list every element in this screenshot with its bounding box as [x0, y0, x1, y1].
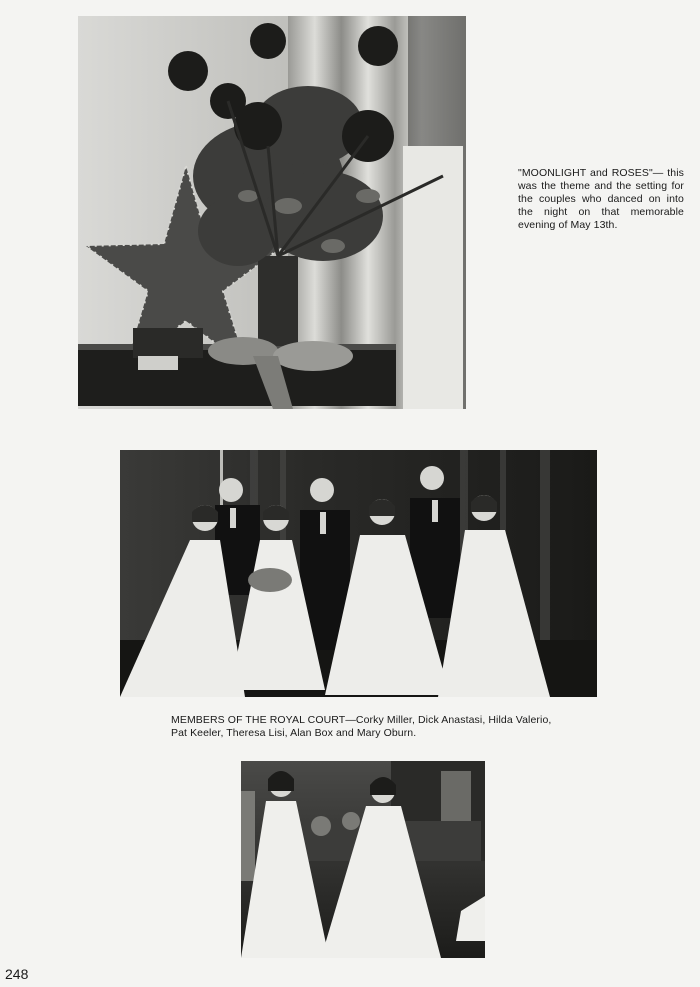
royal-court-caption: MEMBERS OF THE ROYAL COURT—Corky Miller, Dick Anastasi, Hilda Valerio, Pat Keeler, Theresa Lisi, Alan Box and Mary Oburn.: [171, 714, 552, 739]
dancers-photo: [241, 761, 485, 958]
page-number: 248: [5, 966, 29, 982]
theme-caption: "MOONLIGHT and ROSES"— this was the theme and the setting for the couples who danced on into the night on that memorable evening of May 13th.: [518, 167, 684, 231]
dancers-image: [241, 761, 485, 958]
royal-court-photo: [120, 450, 597, 697]
royal-court-image: [120, 450, 597, 697]
roses-star-photo: [78, 16, 466, 409]
roses-star-image: [78, 16, 466, 409]
